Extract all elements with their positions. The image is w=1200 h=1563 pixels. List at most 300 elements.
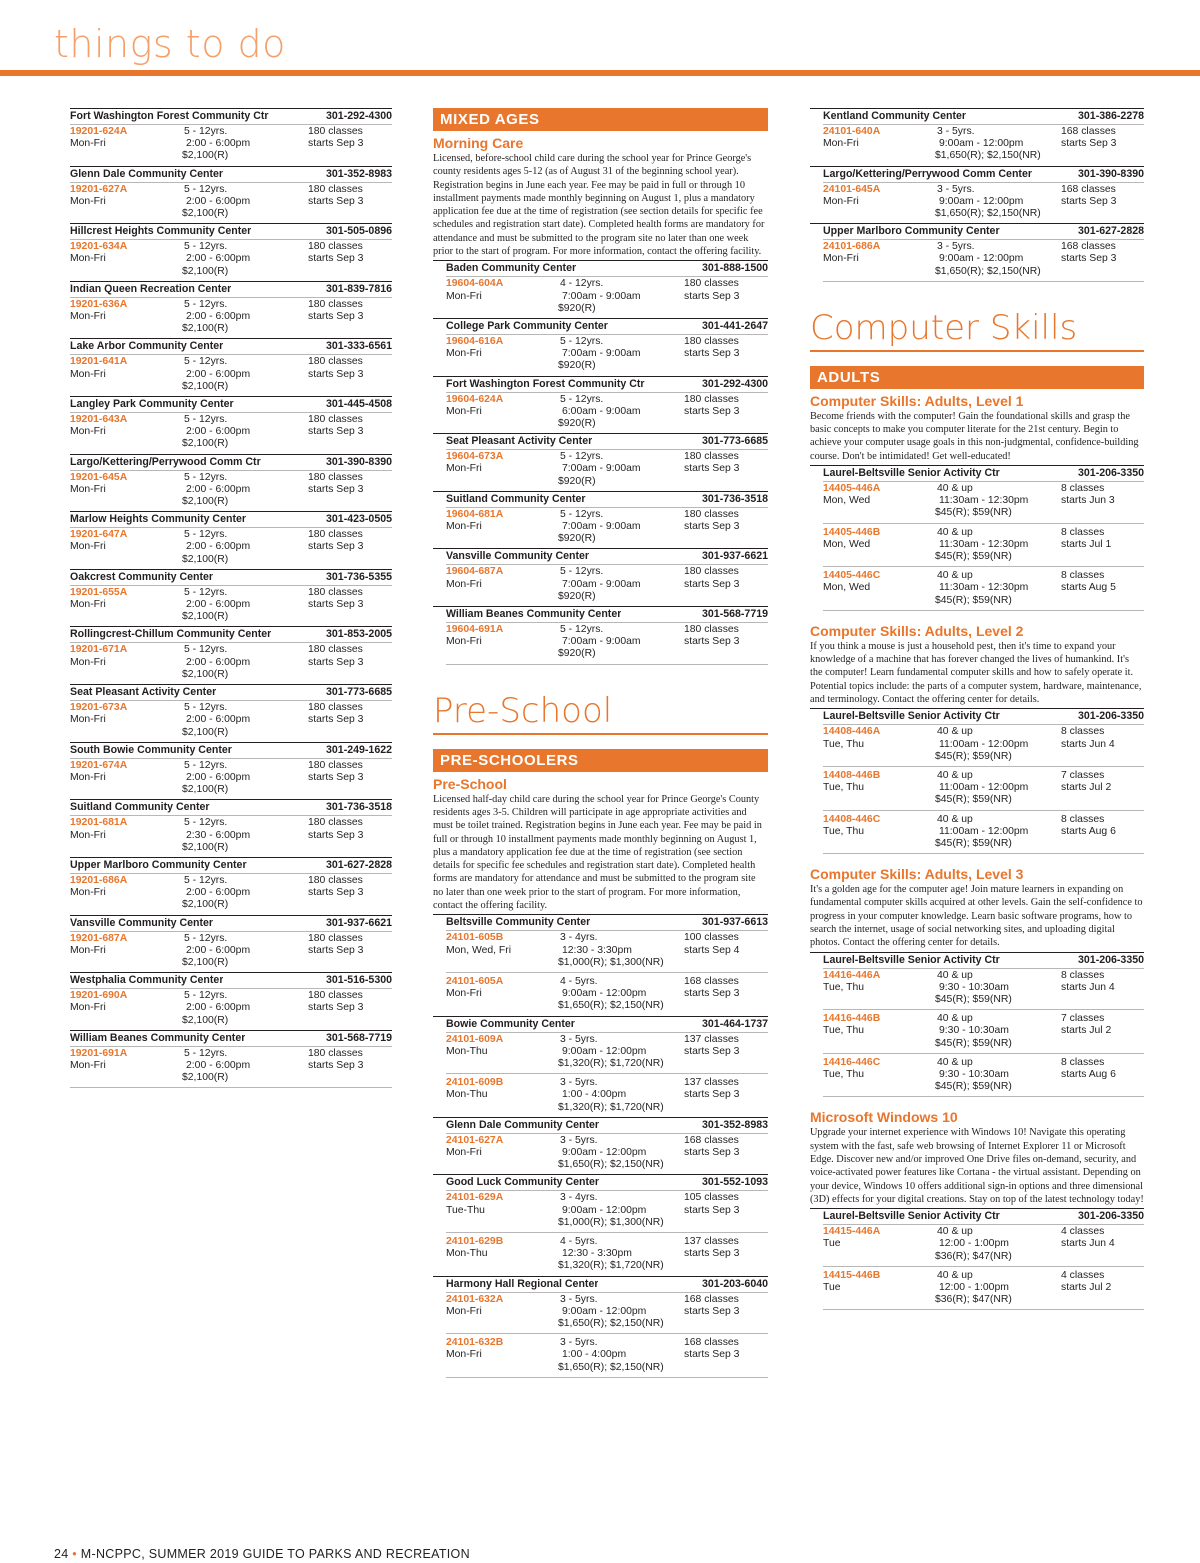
class-fee: $2,100(R) [182,841,229,853]
class-days: Mon-Fri [823,195,859,207]
class-count: 180 classes [308,586,363,598]
class-code[interactable]: 19201-681A [70,817,128,829]
class-row-2 [70,714,392,726]
center-name: Good Luck Community Center [446,1176,600,1189]
center-name: Hillcrest Heights Community Center [70,225,252,238]
class-row-1 [446,278,768,290]
class-row-1 [70,529,392,541]
class-row-2 [823,253,1144,265]
center-name: Seat Pleasant Activity Center [70,686,217,699]
program-title: Computer Skills: Adults, Level 2 [810,622,1024,639]
class-row-2 [446,291,768,303]
center-header [70,800,392,815]
class-code[interactable]: 19201-690A [70,990,128,1002]
class-entry [446,334,768,376]
class-start: starts Sep 3 [684,636,740,648]
center-phone: 301-249-1622 [326,743,392,756]
class-code[interactable]: 24101-645A [823,183,881,195]
class-code[interactable]: 19604-687A [446,566,504,578]
class-count: 168 classes [1061,241,1116,253]
class-time: 2:00 - 6:00pm [186,599,251,611]
center-listing [70,454,392,512]
class-row-1 [823,770,1144,782]
center-phone: 301-627-2828 [1078,225,1144,238]
class-start: starts Sep 3 [684,1146,740,1158]
class-age: 3 - 5yrs. [560,1293,598,1305]
class-row-1 [446,1034,768,1046]
class-age: 5 - 12yrs. [184,644,228,656]
class-age: 40 & up [937,1226,973,1238]
class-start: starts Sep 3 [308,1002,364,1014]
column-left [70,108,392,1088]
class-row-2 [823,138,1144,150]
class-time: 9:00am - 12:00pm [939,138,1024,150]
class-code[interactable]: 14405-446C [823,570,881,582]
center-listing [70,1030,392,1088]
list-end-rule [823,281,1144,282]
class-time: 11:00am - 12:00pm [939,782,1029,794]
class-row-2 [70,426,392,438]
class-entry [823,724,1144,766]
class-count: 180 classes [684,393,739,405]
center-listing [810,708,1144,853]
center-name: Lake Arbor Community Center [70,340,224,353]
class-fee: $1,650(R); $2,150(NR) [558,1361,664,1373]
center-phone: 301-206-3350 [1078,467,1144,480]
class-code[interactable]: 19604-673A [446,451,504,463]
class-code[interactable]: 19201-674A [70,759,128,771]
center-header [70,282,392,297]
class-code[interactable]: 19201-686A [70,874,128,886]
center-listing [810,223,1144,281]
class-row-2 [70,196,392,208]
class-time: 2:00 - 6:00pm [186,1059,251,1071]
class-row-1 [823,814,1144,826]
class-code[interactable]: 14415-446A [823,1226,881,1238]
class-entry [70,873,392,915]
class-code[interactable]: 14408-446B [823,769,881,781]
class-code[interactable]: 24101-605B [446,932,504,944]
class-count: 180 classes [308,759,363,771]
class-count: 7 classes [1061,769,1105,781]
class-time: 1:00 - 4:00pm [562,1349,627,1361]
class-age: 5 - 12yrs. [184,241,228,253]
class-count: 180 classes [684,624,739,636]
class-code[interactable]: 19201-655A [70,586,128,598]
class-entry [70,182,392,224]
center-name: Laurel-Beltsville Senior Activity Ctr [823,1210,1000,1223]
center-phone: 301-937-6613 [702,916,768,929]
program-description: Upgrade your internet experience with Windows 10! Navigate this operating system with the fast, safe web browsing of Internet Explorer 11 or Microsoft Edge. Discover new and/or improved One Drive files on-demand, security, and voice-activated power features like Cortana - the virtual assistant. Depending on your device, Windows 10 offers additional sign-in options and three dimensional (3D) effects for your digital creations. Stay on top of the latest technology today! [810,1127,1144,1205]
class-row-1 [70,760,392,772]
center-listing [433,606,768,664]
class-fee: $2,100(R) [182,726,229,738]
class-row-2 [823,782,1144,794]
class-row-1 [70,644,392,656]
class-row-1 [446,1337,768,1349]
class-time: 11:30am - 12:30pm [939,538,1029,550]
class-fee: $920(R) [558,302,596,314]
program-description: It's a golden age for the computer age! Join mature learners in expanding on fundamental computer skills acquired at other levels. Gain the self-confidence to progress in your computer knowledge. Learn basic software programs, how to search the internet, usage of social networking sites, and uploading digital photos. Contact the offering center for details. [810,884,1143,949]
class-row-1 [70,299,392,311]
class-age: 3 - 5yrs. [560,1077,598,1089]
center-name: Laurel-Beltsville Senior Activity Ctr [823,710,1000,723]
category-bar: ADULTS [810,366,1144,389]
center-header [70,858,392,873]
class-time: 9:00am - 12:00pm [939,253,1024,265]
class-code[interactable]: 14405-446A [823,483,881,495]
class-days: Mon, Wed [823,582,871,594]
class-start: starts Jun 4 [1061,738,1115,750]
class-entry [823,1266,1144,1310]
class-age: 3 - 4yrs. [560,1192,598,1204]
center-listing [433,491,768,549]
class-code[interactable]: 19604-624A [446,393,504,405]
class-code[interactable]: 19604-616A [446,335,504,347]
class-code[interactable]: 14408-446A [823,726,881,738]
center-listing [70,569,392,627]
class-code[interactable]: 19604-681A [446,508,504,520]
class-time: 9:30 - 10:30am [939,1069,1009,1081]
class-code[interactable]: 14416-446C [823,1056,881,1068]
class-row-2 [70,369,392,381]
class-row-1 [823,527,1144,539]
class-days: Mon-Fri [70,1059,106,1071]
class-age: 5 - 12yrs. [184,702,228,714]
class-code[interactable]: 19604-604A [446,278,504,290]
class-row-1 [70,702,392,714]
class-row-1 [446,394,768,406]
class-row-2 [70,657,392,669]
class-row-1 [823,483,1144,495]
class-entry [446,1032,768,1074]
class-count: 180 classes [684,335,739,347]
class-code[interactable]: 19201-691A [70,1047,128,1059]
center-name: William Beanes Community Center [446,608,622,621]
class-row-2 [823,739,1144,751]
center-phone: 301-441-2647 [702,319,768,332]
center-name: Bowie Community Center [446,1017,575,1030]
center-listing [433,433,768,491]
class-count: 180 classes [308,414,363,426]
class-code[interactable]: 24101-627A [446,1134,504,1146]
center-phone: 301-568-7719 [702,608,768,621]
publication-title: M-NCPPC, SUMMER 2019 GUIDE TO PARKS AND RECREATION [80,1547,470,1561]
class-row-2 [823,1238,1144,1250]
class-age: 40 & up [937,1269,973,1281]
center-phone: 301-888-1500 [702,262,768,275]
class-code[interactable]: 24101-632B [446,1337,504,1349]
class-row-2 [70,772,392,784]
program-description: Become friends with the computer! Gain the foundational skills and grasp the basic concepts to make you computer literate for the 21st century. Begin to achieve your computer usage goals in this non-judgmental, confidence-building course. Don't be intimidated! Get well-educated! [810,410,1139,462]
class-row-2 [823,196,1144,208]
class-fee: $1,320(R); $1,720(NR) [558,1101,664,1113]
center-listing [810,108,1144,166]
class-age: 5 - 12yrs. [184,471,228,483]
class-time: 9:30 - 10:30am [939,981,1009,993]
class-start: starts Sep 3 [684,1349,740,1361]
class-row-2 [446,521,768,533]
center-header [823,109,1144,124]
class-entry [446,1292,768,1334]
class-row-1 [70,414,392,426]
class-code[interactable]: 19201-645A [70,471,128,483]
class-days: Mon-Fri [446,463,482,475]
class-days: Mon-Fri [446,405,482,417]
class-row-2 [70,253,392,265]
class-count: 168 classes [1061,183,1116,195]
class-row-1 [446,624,768,636]
class-entry [70,815,392,857]
class-days: Mon-Fri [70,195,106,207]
class-days: Mon-Fri [70,829,106,841]
center-header [70,973,392,988]
center-phone: 301-333-6561 [326,340,392,353]
class-fee: $2,100(R) [182,1072,229,1084]
class-age: 4 - 5yrs. [560,975,598,987]
class-count: 180 classes [684,278,739,290]
center-name: Vansville Community Center [70,916,214,929]
class-start: starts Jun 4 [1061,1238,1115,1250]
center-name: College Park Community Center [446,319,608,332]
class-entry [823,1053,1144,1097]
center-name: Oakcrest Community Center [70,570,214,583]
class-code[interactable]: 19201-641A [70,356,128,368]
class-days: Mon-Fri [446,348,482,360]
center-phone: 301-203-6040 [702,1277,768,1290]
class-start: starts Sep 3 [308,887,364,899]
class-age: 5 - 12yrs. [560,624,604,636]
center-listing [70,223,392,281]
class-code[interactable]: 24101-609B [446,1077,504,1089]
class-time: 11:00am - 12:00pm [939,825,1029,837]
class-days: Mon-Fri [70,311,106,323]
class-time: 11:30am - 12:30pm [939,495,1029,507]
class-entry [446,1333,768,1377]
class-age: 5 - 12yrs. [184,356,228,368]
center-phone: 301-736-3518 [326,801,392,814]
class-row-2 [823,982,1144,994]
center-name: Beltsville Community Center [446,916,591,929]
class-row-2 [446,406,768,418]
class-code[interactable]: 19201-647A [70,529,128,541]
class-start: starts Sep 3 [684,1248,740,1260]
class-code[interactable]: 24101-640A [823,126,881,137]
program-description: If you think a mouse is just a household pest, then it's time to expand your knowledge of a machine that has forever changed the lives of humankind. It's the computer! Learn fundamental computer skills and how to safely operate it. Potential topics include: the parts of a computer system, hardware, maintenance, and terminology. Contact the offering center for details. [810,640,1142,706]
class-code[interactable]: 24101-609A [446,1033,504,1045]
class-time: 9:00am - 12:00pm [562,1045,647,1057]
class-time: 2:00 - 6:00pm [186,714,251,726]
center-listing [70,108,392,166]
class-days: Mon-Fri [70,426,106,438]
class-entry [823,481,1144,523]
class-entry [70,700,392,742]
class-code[interactable]: 19201-636A [70,298,128,310]
class-code[interactable]: 19201-643A [70,414,128,426]
class-row-1 [446,336,768,348]
center-name: Upper Marlboro Community Center [823,225,1000,238]
class-count: 180 classes [308,298,363,310]
center-listing [70,166,392,224]
class-start: starts Aug 6 [1061,825,1116,837]
class-days: Mon-Fri [70,944,106,956]
class-fee: $920(R) [558,475,596,487]
class-fee: $45(R); $59(NR) [935,551,1012,563]
class-time: 9:00am - 12:00pm [562,1146,647,1158]
class-fee: $1,650(R); $2,150(NR) [558,1000,664,1012]
class-count: 8 classes [1061,526,1105,538]
center-phone: 301-292-4300 [326,110,392,122]
class-days: Mon-Fri [446,1146,482,1158]
class-start: starts Sep 3 [684,1204,740,1216]
center-phone: 301-853-2005 [326,628,392,641]
class-code[interactable]: 19201-687A [70,932,128,944]
class-start: starts Sep 3 [308,656,364,668]
class-start: starts Sep 3 [308,195,364,207]
class-count: 137 classes [684,1033,739,1045]
center-listing [433,1276,768,1377]
class-count: 4 classes [1061,1226,1105,1238]
center-phone: 301-505-0896 [326,225,392,238]
center-listing [70,626,392,684]
class-code[interactable]: 24101-632A [446,1293,504,1305]
class-code[interactable]: 14416-446B [823,1013,881,1025]
class-days: Tue, Thu [823,981,865,993]
class-start: starts Sep 3 [684,348,740,360]
class-entry [70,988,392,1030]
class-fee: $36(R); $47(NR) [935,1250,1012,1262]
class-count: 100 classes [684,932,739,944]
class-code[interactable]: 14416-446A [823,969,881,981]
center-phone: 301-937-6621 [326,916,392,929]
class-entry [823,566,1144,610]
class-days: Mon-Thu [446,1248,488,1260]
class-code[interactable]: 24101-629B [446,1235,504,1247]
center-name: Laurel-Beltsville Senior Activity Ctr [823,953,1000,966]
center-listing [433,1117,768,1175]
center-header [70,627,392,642]
class-row-2 [823,1069,1144,1081]
center-header [70,455,392,470]
center-header [70,570,392,585]
class-row-2 [70,599,392,611]
class-row-1 [70,241,392,253]
center-phone: 301-386-2278 [1078,110,1144,122]
class-code[interactable]: 24101-629A [446,1192,504,1204]
class-code[interactable]: 19201-624A [70,126,128,137]
class-fee: $920(R) [558,418,596,429]
center-name: Largo/Kettering/Perrywood Comm Ctr [70,455,261,468]
center-name: Laurel-Beltsville Senior Activity Ctr [823,467,1000,480]
center-header [70,167,392,182]
center-phone: 301-206-3350 [1078,1210,1144,1223]
class-count: 180 classes [684,451,739,463]
class-row-2 [823,1282,1144,1294]
center-name: Baden Community Center [446,262,577,275]
class-row-1 [446,1192,768,1204]
category-bar: MIXED AGES [433,108,768,131]
class-code[interactable]: 24101-605A [446,975,504,987]
class-row-2 [823,539,1144,551]
class-start: starts Sep 3 [308,138,364,150]
class-fee: $2,100(R) [182,956,229,968]
class-code[interactable]: 14408-446C [823,813,881,825]
class-entry [446,1133,768,1175]
class-code[interactable]: 24101-686A [823,241,881,253]
center-header [446,607,768,622]
class-code[interactable]: 19201-673A [70,702,128,714]
class-start: starts Sep 3 [308,771,364,783]
list-end-rule [823,1309,1144,1310]
class-time: 2:00 - 6:00pm [186,771,251,783]
class-count: 4 classes [1061,1269,1105,1281]
class-start: starts Sep 3 [308,483,364,495]
class-start: starts Sep 3 [308,541,364,553]
center-header [446,1017,768,1032]
class-start: starts Sep 3 [684,1045,740,1057]
center-phone: 301-552-1093 [702,1176,768,1189]
class-row-2 [446,1306,768,1318]
class-start: starts Jun 3 [1061,495,1115,507]
class-entry [823,239,1144,281]
class-time: 1:00 - 4:00pm [562,1089,627,1101]
class-start: starts Sep 3 [1061,195,1117,207]
class-age: 40 & up [937,1056,973,1068]
class-code[interactable]: 14415-446B [823,1269,881,1281]
class-age: 5 - 12yrs. [184,529,228,541]
class-days: Mon-Fri [70,656,106,668]
center-header [70,743,392,758]
class-row-2 [70,830,392,842]
class-entry [70,931,392,973]
class-age: 40 & up [937,969,973,981]
class-start: starts Sep 3 [308,1059,364,1071]
class-age: 40 & up [937,570,973,582]
center-header [823,224,1144,239]
class-code[interactable]: 19604-691A [446,624,504,636]
class-code[interactable]: 19201-671A [70,644,128,656]
class-time: 2:00 - 6:00pm [186,483,251,495]
class-entry [446,507,768,549]
class-time: 9:00am - 12:00pm [562,988,647,1000]
class-row-2 [446,348,768,360]
class-fee: $2,100(R) [182,438,229,450]
class-days: Tue, Thu [823,1069,865,1081]
center-name: Harmony Hall Regional Center [446,1277,599,1290]
center-phone: 301-445-4508 [326,398,392,411]
center-phone: 301-464-1737 [702,1017,768,1030]
class-age: 4 - 5yrs. [560,1235,598,1247]
class-age: 5 - 12yrs. [560,335,604,347]
class-time: 2:00 - 6:00pm [186,195,251,207]
class-start: starts Sep 3 [684,1305,740,1317]
center-header [823,466,1144,481]
class-row-1 [446,1294,768,1306]
center-name: Upper Marlboro Community Center [70,858,247,871]
class-code[interactable]: 19201-627A [70,183,128,195]
center-header [446,1277,768,1292]
class-row-2 [446,1147,768,1159]
class-code[interactable]: 14405-446B [823,526,881,538]
class-fee: $45(R); $59(NR) [935,794,1012,806]
center-listing [70,857,392,915]
class-age: 5 - 12yrs. [184,932,228,944]
class-code[interactable]: 19201-634A [70,241,128,253]
class-start: starts Sep 3 [308,829,364,841]
class-fee: $2,100(R) [182,265,229,277]
class-days: Mon-Fri [70,483,106,495]
class-start: starts Sep 3 [308,944,364,956]
